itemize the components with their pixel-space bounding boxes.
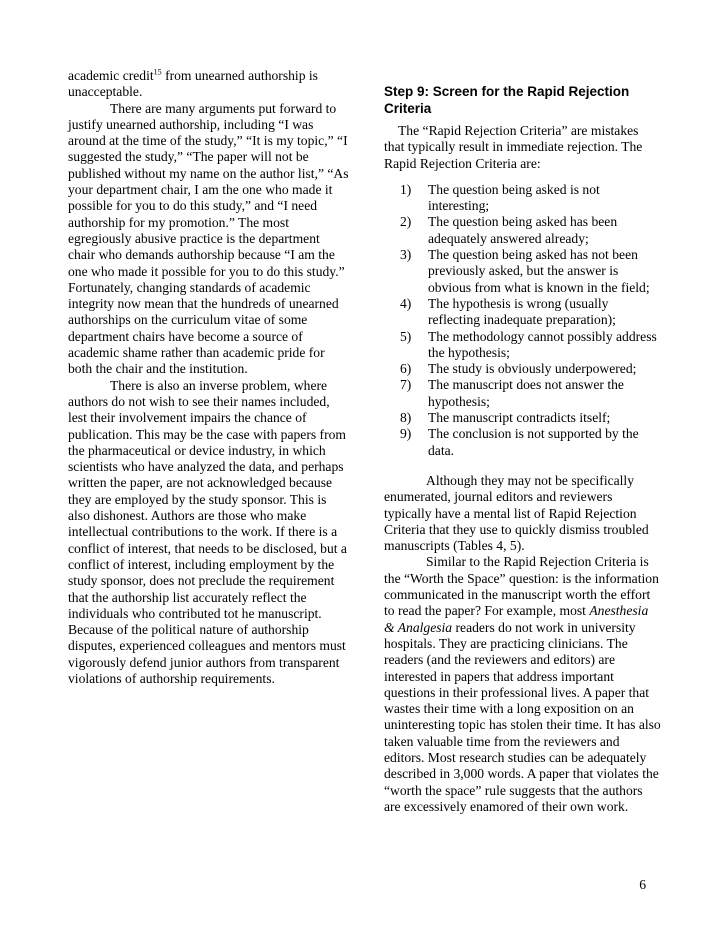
paragraph-inverse-problem: There is also an inverse problem, where authors do not wish to see their names included, lest their involvement impairs the chance of publication. This may be the case with papers from the pharmaceutical or device industry, in which scientists who have analyzed the data, and perhaps written the paper, are not acknowledged because they are employed by the study sponsor. This is also dishonest. Authors are those who make intellectual contributions to the work. If there is a conflict of interest, that needs to be disclosed, but a conflict of interest, including employment by the study sponsor, does not preclude the requirement that the authorship list accurately reflect the individuals who contributed tot he manuscript. Because of the political nature of authorship disputes, experienced colleagues and mentors must vigorously defend junior authors from transparent violations of authorship requirements. — [68, 377, 347, 686]
paragraph-intro: The “Rapid Rejection Criteria” are mistakes that typically result in immediate rejection. The Rapid Rejection Criteria are: — [384, 123, 643, 171]
list-number: 7) — [400, 377, 412, 393]
rapid-rejection-list — [384, 182, 662, 459]
list-number: 6) — [400, 361, 412, 377]
list-item-text: The conclusion is not supported by the data. — [428, 426, 639, 458]
section-heading: Step 9: Screen for the Rapid Rejection Criteria — [384, 84, 630, 116]
list-number: 4) — [400, 295, 412, 311]
list-item — [384, 410, 662, 426]
list-item — [384, 361, 662, 377]
list-item — [384, 426, 662, 459]
text-run: from unearned authorship is unacceptable. — [68, 68, 318, 100]
text-run: readers do not work in university hospitals. They are practicing clinicians. The readers (and the reviewers and editors) are interested in papers that address important questions in their professional lives. A paper that wastes their time with a long exposition on an uninteresting topic has stolen their time. It has also taken valuable time from the reviewers and editors. Most research studies can be adequately described in 3,000 words. A paper that violates the “worth the space” rule suggests that the authors are excessively enamored of their own work. — [384, 619, 661, 814]
list-number: 5) — [400, 328, 412, 344]
list-item-text: The question being asked has been adequately answered already; — [428, 214, 618, 246]
text-run: academic credit — [68, 68, 154, 83]
list-item-text: The question being asked has not been previously asked, but the answer is obvious from what is known in the field; — [428, 247, 650, 295]
list-number: 1) — [400, 181, 412, 197]
list-number: 3) — [400, 247, 412, 263]
list-item-text: The hypothesis is wrong (usually reflecting inadequate preparation); — [428, 295, 616, 328]
list-item — [384, 377, 662, 410]
right-column — [384, 84, 662, 815]
paragraph-worth-the-space — [384, 554, 662, 815]
list-item — [384, 214, 662, 247]
list-item-text: The study is obviously underpowered; — [428, 361, 637, 377]
paragraph-unearned-arguments: There are many arguments put forward to justify unearned authorship, including “I was around at the time of the study,” “It is my topic,” “I suggested the study,” “The paper will not be published without my name on the author list,” “As your department chair, I am the one who made it possible for you to do this study,” and “I need authorship for my promotion.” The most egregiously abusive practice is the department chair who demands authorship because “I am the one who made it possible for you to do this study.” Fortunately, changing standards of academic integrity now mean that the hundreds of unearned authorships on the curriculum vitae of some department chairs have become a source of academic shame rather than academic pride for both the chair and the institution. — [68, 100, 349, 377]
list-item-text: The question being asked is not interesting; — [428, 181, 600, 214]
list-item — [384, 296, 662, 329]
journal-name: Anesthesia & Analgesia — [384, 603, 649, 635]
paragraph-continuation — [68, 68, 350, 101]
spacer — [384, 459, 662, 473]
list-item — [384, 329, 662, 362]
list-number: 2) — [400, 214, 412, 230]
list-number: 9) — [400, 426, 412, 442]
page-number: 6 — [639, 877, 646, 892]
text-run: Similar to the Rapid Rejection Criteria is the “Worth the Space” question: is the information communicated in the manuscript worth the effort to read the paper? For example, most — [384, 554, 659, 619]
list-item-text: The manuscript does not answer the hypothesis; — [428, 377, 624, 409]
footnote-reference: 15 — [153, 67, 162, 77]
list-item-text: The manuscript contradicts itself; — [428, 410, 611, 426]
paragraph-mental-list: Although they may not be specifically enumerated, journal editors and reviewers typically have a mental list of Rapid Rejection Criteria that they use to quickly dismiss troubled manuscripts (Tables 4, 5). — [384, 472, 649, 554]
list-item — [384, 247, 662, 296]
left-column — [68, 68, 350, 687]
list-number: 8) — [400, 410, 412, 426]
list-item — [384, 182, 662, 215]
list-item-text: The methodology cannot possibly address the hypothesis; — [428, 328, 657, 360]
